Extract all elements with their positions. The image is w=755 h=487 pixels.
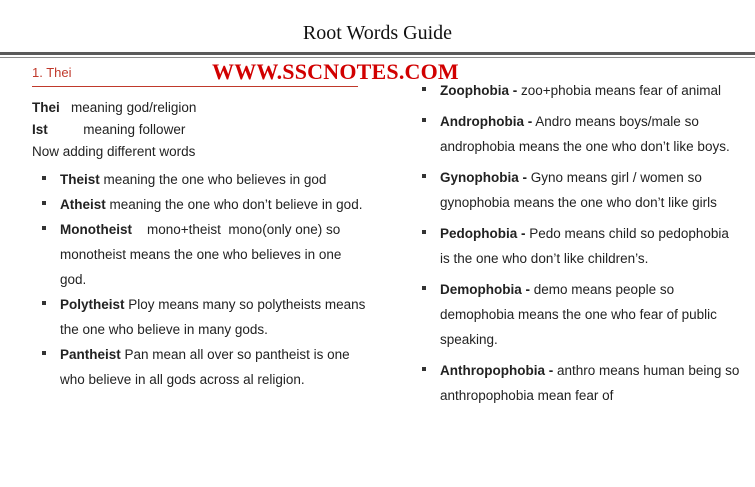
item-term: Demophobia - — [440, 282, 530, 297]
item-term: Pedophobia - — [440, 226, 526, 241]
definition-meaning: meaning follower — [83, 122, 186, 137]
item-term: Anthropophobia - — [440, 363, 554, 378]
left-column — [32, 64, 367, 392]
phobia-list — [412, 78, 742, 408]
list-item — [32, 292, 367, 342]
item-text: anthro means human being so anthropophobia mean fear of — [440, 363, 740, 403]
list-item — [412, 78, 742, 103]
definition-term: Thei — [32, 100, 60, 115]
item-term: Polytheist — [60, 297, 125, 312]
item-text: zoo+phobia means fear of animal — [517, 83, 721, 98]
item-text: meaning the one who don’t believe in god. — [105, 197, 363, 212]
definition-thei — [32, 97, 367, 119]
list-item — [32, 217, 367, 292]
item-term: Pantheist — [60, 347, 121, 362]
item-term: Androphobia - — [440, 114, 533, 129]
header-divider-thin — [0, 57, 755, 58]
right-column — [412, 74, 742, 414]
intro-text: Now adding different words — [32, 144, 196, 159]
item-term: Zoophobia - — [440, 83, 518, 98]
header-divider-thick — [0, 52, 755, 55]
item-text: mono+theist mono(only one) so monotheist means the one who believes in one god. — [60, 222, 346, 287]
item-text: demo means people so demophobia means the one who fear of public speaking. — [440, 282, 717, 347]
item-text: meaning the one who believes in god — [99, 172, 327, 187]
item-text: Ploy means many so polytheists means the one who believe in many gods. — [60, 297, 366, 337]
list-item — [412, 165, 742, 215]
item-term: Gynophobia - — [440, 170, 527, 185]
definition-ist — [32, 119, 367, 141]
definition-meaning: meaning god/religion — [71, 100, 197, 115]
list-item — [412, 358, 742, 408]
section-heading: 1. Thei — [32, 64, 358, 87]
item-text: Andro means boys/male so androphobia means the one who don’t like boys. — [440, 114, 730, 154]
item-term: Monotheist — [60, 222, 132, 237]
item-text: Pan mean all over so pantheist is one who believe in all gods across al religion. — [60, 347, 350, 387]
list-item — [32, 192, 367, 217]
theist-list — [32, 167, 367, 392]
item-text: Gyno means girl / women so gynophobia means the one who don’t like girls — [440, 170, 717, 210]
list-item — [412, 277, 742, 352]
definition-term: Ist — [32, 122, 48, 137]
list-item — [32, 342, 367, 392]
page-title: Root Words Guide — [302, 22, 453, 44]
list-item — [32, 167, 367, 192]
watermark: WWW.SSCNOTES.COM — [212, 59, 459, 84]
item-text: Pedo means child so pedophobia is the one who don’t like children’s. — [440, 226, 729, 266]
item-term: Atheist — [60, 197, 106, 212]
list-item — [412, 109, 742, 159]
list-item — [412, 221, 742, 271]
item-term: Theist — [60, 172, 100, 187]
